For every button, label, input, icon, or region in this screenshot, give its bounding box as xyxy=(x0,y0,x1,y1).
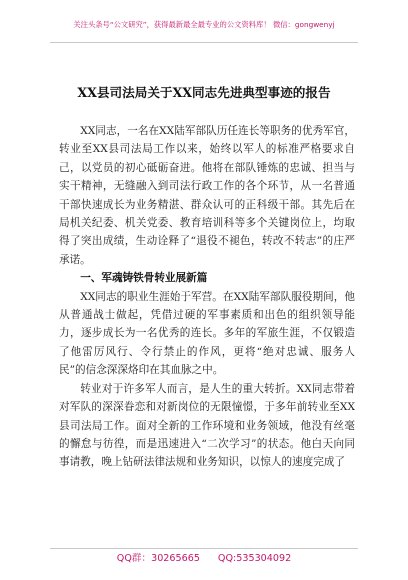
footer-divider xyxy=(50,548,358,549)
qq-group-number: QQ群：30265665 xyxy=(116,553,200,564)
promo-banner: 关注头条号“公文研究”，获得最新最全最专业的公文资料库！ 微信：gongwenyj xyxy=(73,20,335,29)
qq-contact-number: QQ:535304092 xyxy=(217,553,292,564)
page-footer xyxy=(0,552,408,565)
document-body xyxy=(59,122,355,472)
body-paragraph: XX同志的职业生涯始于军营。在XX陆军部队服役期间，他从普通战士做起，凭借过硬的军事素质和出色的组织领导能力，逐步成长为一名优秀的连长。多年的军旅生涯，不仅锻造了他雷厉风行、令行禁止的作风，更将“绝对忠诚、服务人民”的信念深深烙印在其血脉之中。 xyxy=(59,290,355,377)
body-paragraph: 转业对于许多军人而言，是人生的重大转折。XX同志带着对军队的深深眷恋和对新岗位的无限憧憬，于多年前转业至XX县司法局工作。面对全新的工作环境和业务领域，他没有丝毫的懈怠与彷徨，而是迅速进入“二次学习”的状态。他白天向同事请教，晚上钻研法律法规和业务知识，以惊人的速度完成了 xyxy=(59,382,355,469)
header-divider xyxy=(50,42,358,43)
section-heading: 一、军魂铸铁骨转业展新篇 xyxy=(80,272,208,285)
document-title: XX县司法局关于XX同志先进典型事迹的报告 xyxy=(77,85,331,100)
body-paragraph: XX同志，一名在XX陆军部队历任连长等职务的优秀军官，转业至XX县司法局工作以来，始终以军人的标准严格要求自己，以党员的初心砥砺奋进。他将在部队锤炼的忠诚、担当与实干精神，无缝融入到司法行政工作的各个环节，从一名普通干部快速成长为业务精湛、群众认可的正科级干部。其先后在局机关纪委、机关党委、教育培训科等多个关键岗位上，均取得了突出成绩，生动诠释了“退役不褪色，转改不转志”的庄严承诺。 xyxy=(59,125,355,266)
